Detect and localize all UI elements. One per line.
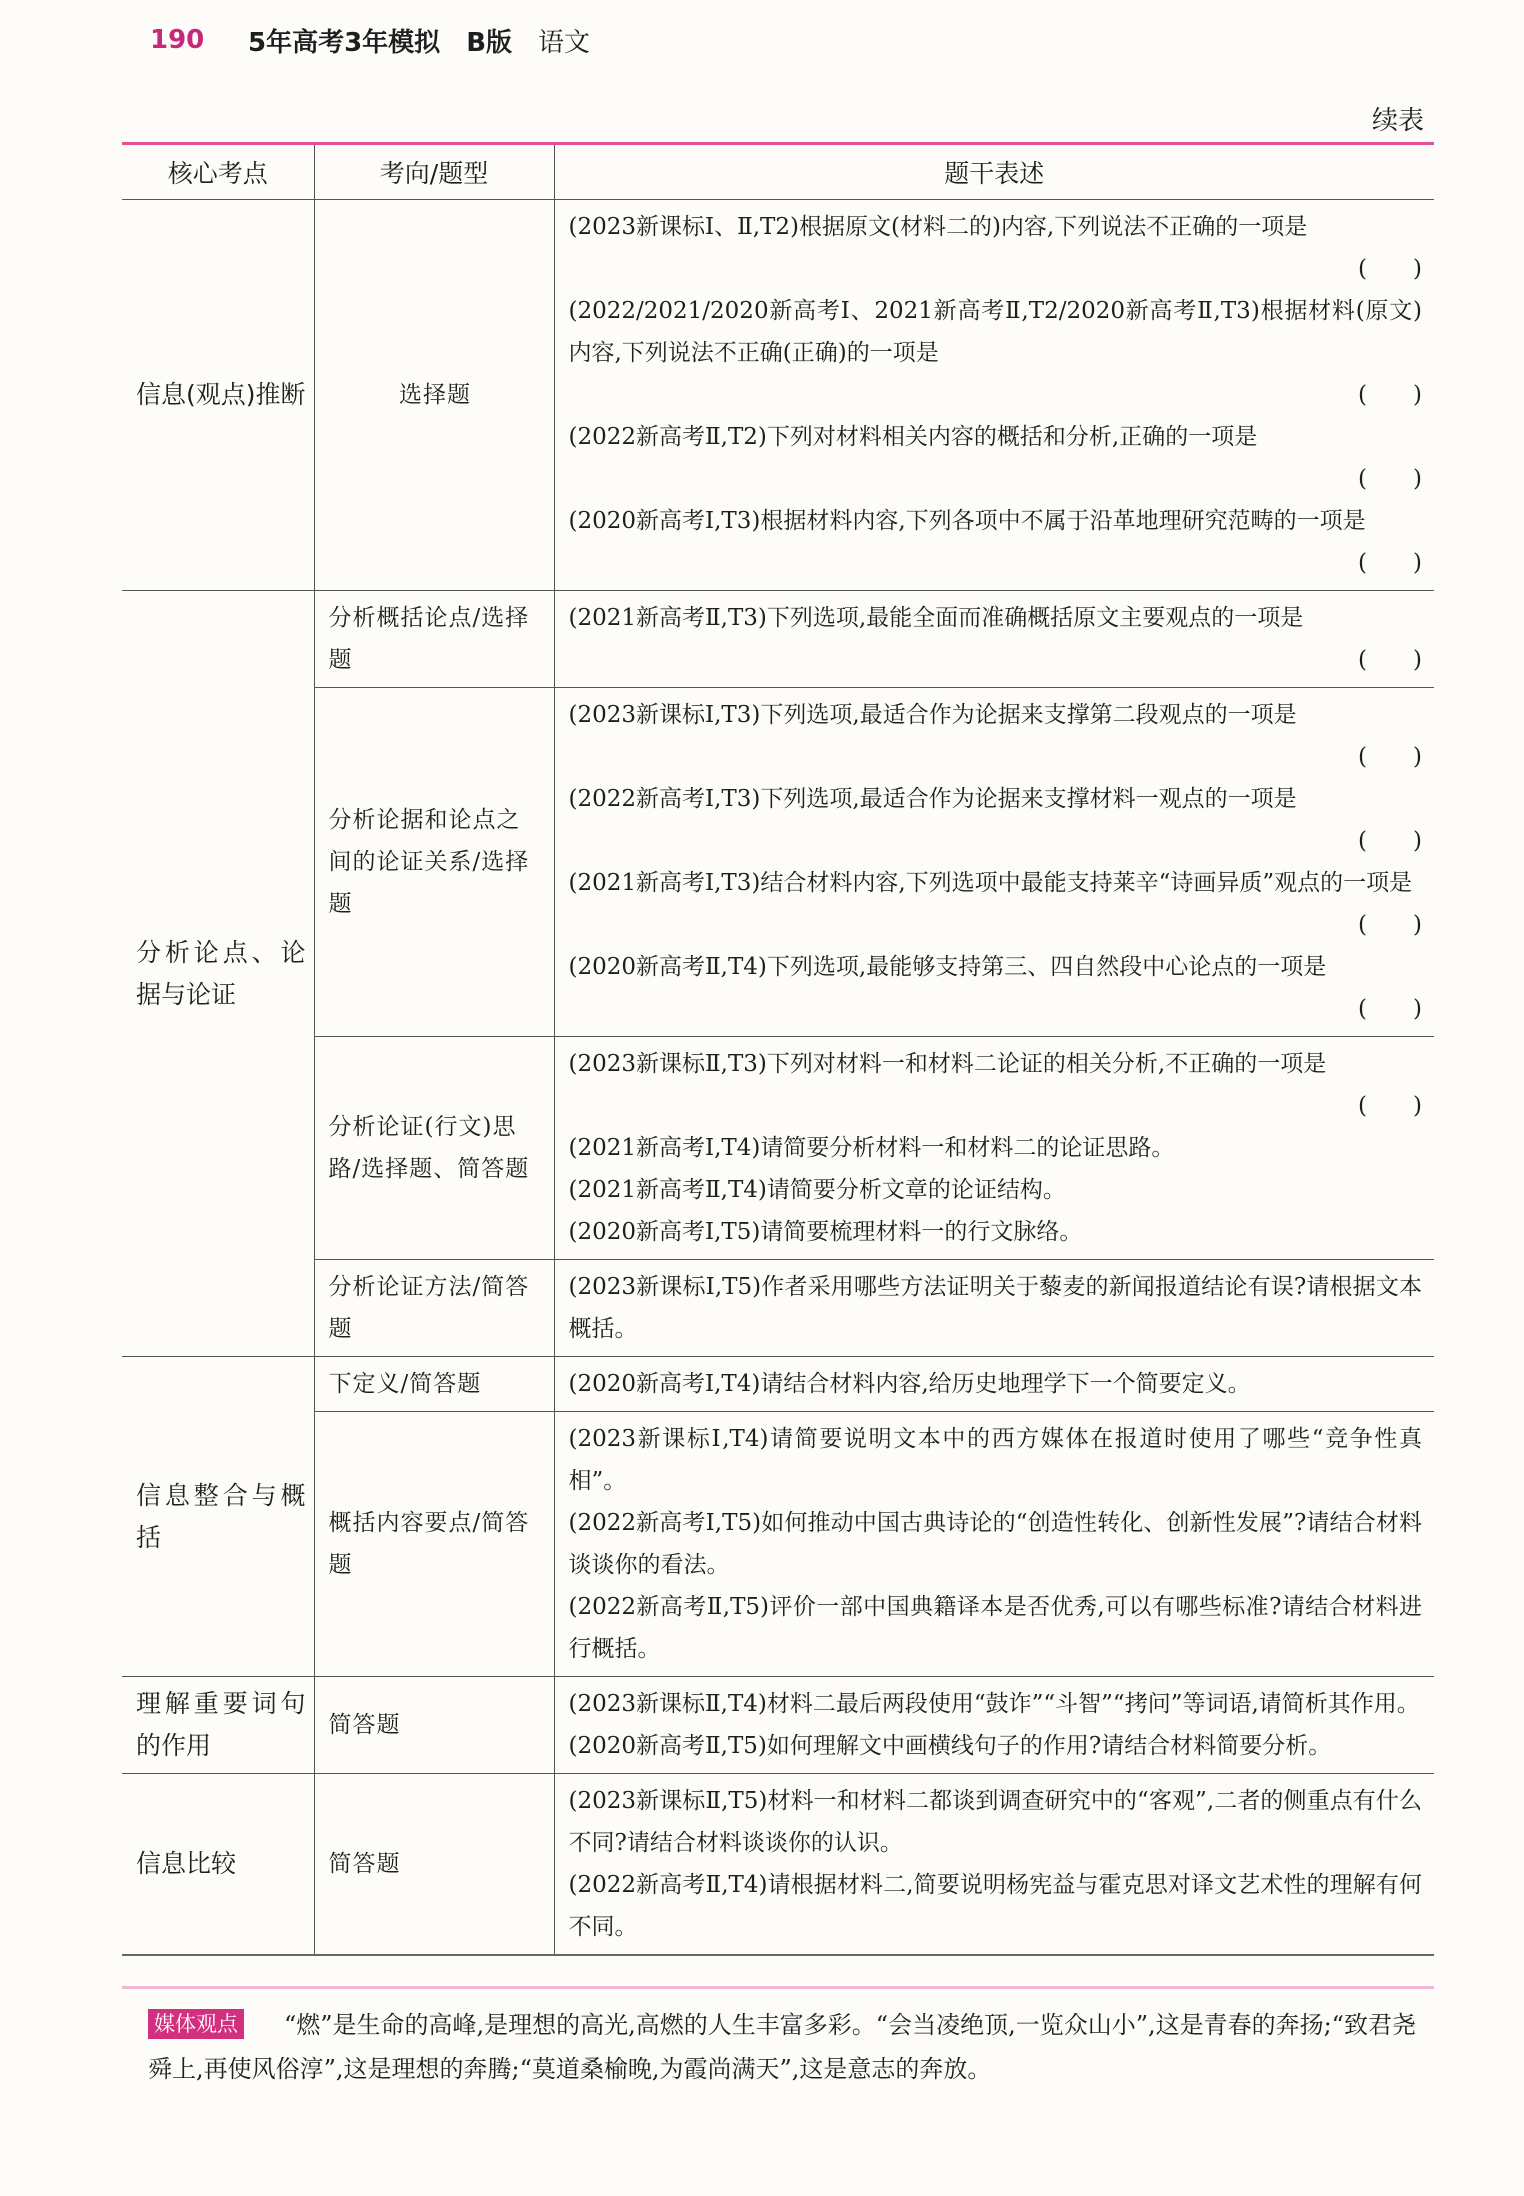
answer-bracket: [569, 458, 1423, 500]
table-row: [122, 1037, 1434, 1260]
answer-bracket-text: ( ): [1358, 382, 1422, 408]
answer-bracket-text: ( ): [1358, 466, 1422, 492]
answer-bracket: [569, 248, 1423, 290]
question-item: (2023新课标Ⅱ,T5)材料一和材料二都谈到调查研究中的“客观”,二者的侧重点有什么不同?请结合材料谈谈你的认识。: [568, 1788, 1422, 1856]
table-row: [122, 1774, 1434, 1956]
table-row: [122, 1677, 1434, 1774]
table-row: [122, 1357, 1434, 1412]
question-stem-cell: [554, 1412, 1434, 1677]
media-note: [148, 2003, 1438, 2091]
answer-bracket: [569, 1085, 1423, 1127]
question-stem-cell: [554, 1677, 1434, 1774]
question-item: (2020新高考Ⅱ,T5)如何理解文中画横线句子的作用?请结合材料简要分析。: [568, 1733, 1332, 1759]
core-topic-cell: 理解重要词句的作用: [122, 1677, 314, 1774]
question-item: (2023新课标Ⅰ,T4)请简要说明文本中的西方媒体在报道时使用了哪些“竞争性真相”。: [568, 1426, 1422, 1494]
core-topic-cell: 信息整合与概括: [122, 1357, 314, 1677]
question-item: (2022新高考Ⅱ,T2)下列对材料相关内容的概括和分析,正确的一项是: [568, 424, 1258, 450]
question-type-cell: 分析概括论点/选择题: [314, 591, 554, 688]
question-item: (2022新高考Ⅱ,T5)评价一部中国典籍译本是否优秀,可以有哪些标准?请结合材料进行概括。: [568, 1594, 1422, 1662]
book-subject: 语文: [538, 27, 591, 58]
question-item: (2022新高考Ⅰ,T5)如何推动中国古典诗论的“创造性转化、创新性发展”?请结合材料谈谈你的看法。: [568, 1510, 1422, 1578]
answer-bracket-text: ( ): [1358, 828, 1422, 854]
media-note-text: “燃”是生命的高峰,是理想的高光,高燃的人生丰富多彩。“会当凌绝顶,一览众山小”,这是青春的奔扬;“致君尧舜上,再使风俗淳”,这是理想的奔腾;“莫道桑榆晚,为霞尚满天”,这是意志的奔放。: [148, 2011, 1416, 2083]
question-type-cell: 分析论证方法/简答题: [314, 1260, 554, 1357]
answer-bracket: [569, 374, 1423, 416]
question-type-cell: 下定义/简答题: [314, 1357, 554, 1412]
answer-bracket-text: ( ): [1358, 744, 1422, 770]
continued-label: 续表: [1371, 106, 1424, 136]
header-question-type: 考向/题型: [314, 144, 554, 200]
answer-bracket-text: ( ): [1358, 996, 1422, 1022]
core-topic-cell: 分析论点、论据与论证: [122, 591, 314, 1357]
table-row: [122, 1260, 1434, 1357]
question-type-cell: 简答题: [314, 1677, 554, 1774]
table-row: [122, 200, 1434, 591]
answer-bracket: [569, 639, 1423, 681]
question-type-cell: 选择题: [314, 200, 554, 591]
question-item: (2023新课标Ⅱ,T3)下列对材料一和材料二论证的相关分析,不正确的一项是: [568, 1051, 1327, 1077]
question-type-cell: 简答题: [314, 1774, 554, 1956]
question-item: (2020新高考Ⅰ,T3)根据材料内容,下列各项中不属于沿革地理研究范畴的一项是: [568, 508, 1366, 534]
table-row: [122, 591, 1434, 688]
answer-bracket-text: ( ): [1358, 256, 1422, 282]
question-stem-cell: [554, 200, 1434, 591]
question-stem-cell: [554, 1260, 1434, 1357]
answer-bracket-text: ( ): [1358, 912, 1422, 938]
answer-bracket: [569, 988, 1423, 1030]
book-edition: B版: [466, 27, 513, 58]
question-type-cell: 分析论证(行文)思路/选择题、简答题: [314, 1037, 554, 1260]
question-stem-cell: [554, 1037, 1434, 1260]
core-topic-cell: 信息比较: [122, 1774, 314, 1956]
table-body: [122, 200, 1434, 1956]
question-item: (2020新高考Ⅰ,T5)请简要梳理材料一的行文脉络。: [568, 1219, 1083, 1245]
question-item: (2021新高考Ⅰ,T4)请简要分析材料一和材料二的论证思路。: [568, 1135, 1175, 1161]
question-item: (2023新课标Ⅰ,T3)下列选项,最适合作为论据来支撑第二段观点的一项是: [568, 702, 1297, 728]
header-core-topic: 核心考点: [122, 144, 314, 200]
question-stem-cell: [554, 1774, 1434, 1956]
answer-bracket: [569, 820, 1423, 862]
question-item: (2023新课标Ⅰ,T5)作者采用哪些方法证明关于藜麦的新闻报道结论有误?请根据文本概括。: [568, 1274, 1422, 1342]
question-item: (2021新高考Ⅱ,T4)请简要分析文章的论证结构。: [568, 1177, 1066, 1203]
media-note-badge: 媒体观点: [148, 2009, 244, 2039]
question-item: (2023新课标Ⅰ、Ⅱ,T2)根据原文(材料二的)内容,下列说法不正确的一项是: [568, 214, 1308, 240]
section-divider: [122, 1986, 1434, 1989]
question-stem-cell: [554, 591, 1434, 688]
question-item: (2023新课标Ⅱ,T4)材料二最后两段使用“鼓诈”“斗智”“拷问”等词语,请简析其作用。: [568, 1691, 1420, 1717]
question-item: (2022新高考Ⅱ,T4)请根据材料二,简要说明杨宪益与霍克思对译文艺术性的理解有何不同。: [568, 1872, 1422, 1940]
table-row: [122, 1412, 1434, 1677]
answer-bracket: [569, 736, 1423, 778]
book-series-title: 5年高考3年模拟: [248, 27, 441, 58]
answer-bracket-text: ( ): [1358, 647, 1422, 673]
answer-bracket-text: ( ): [1358, 1093, 1422, 1119]
question-item: (2020新高考Ⅱ,T4)下列选项,最能够支持第三、四自然段中心论点的一项是: [568, 954, 1327, 980]
question-item: (2022新高考Ⅰ,T3)下列选项,最适合作为论据来支撑材料一观点的一项是: [568, 786, 1297, 812]
exam-topics-table: [122, 142, 1434, 1956]
question-type-cell: 分析论据和论点之间的论证关系/选择题: [314, 688, 554, 1037]
answer-bracket: [569, 542, 1423, 584]
table-row: [122, 688, 1434, 1037]
question-stem-cell: [554, 1357, 1434, 1412]
core-topic-cell: 信息(观点)推断: [122, 200, 314, 591]
question-item: (2020新高考Ⅰ,T4)请结合材料内容,给历史地理学下一个简要定义。: [568, 1371, 1251, 1397]
question-item: (2021新高考Ⅰ,T3)结合材料内容,下列选项中最能支持莱辛“诗画异质”观点的一项是: [568, 870, 1413, 896]
table-header-row: [122, 144, 1434, 200]
answer-bracket-text: ( ): [1358, 550, 1422, 576]
question-stem-cell: [554, 688, 1434, 1037]
page-number: 190: [150, 25, 205, 55]
question-item: (2021新高考Ⅱ,T3)下列选项,最能全面而准确概括原文主要观点的一项是: [568, 605, 1304, 631]
question-type-cell: 概括内容要点/简答题: [314, 1412, 554, 1677]
question-item: (2022/2021/2020新高考Ⅰ、2021新高考Ⅱ,T2/2020新高考Ⅱ,T3)根据材料(原文)内容,下列说法不正确(正确)的一项是: [568, 298, 1422, 366]
page-header: [150, 18, 590, 62]
answer-bracket: [569, 904, 1423, 946]
header-question-stem: 题干表述: [554, 144, 1434, 200]
